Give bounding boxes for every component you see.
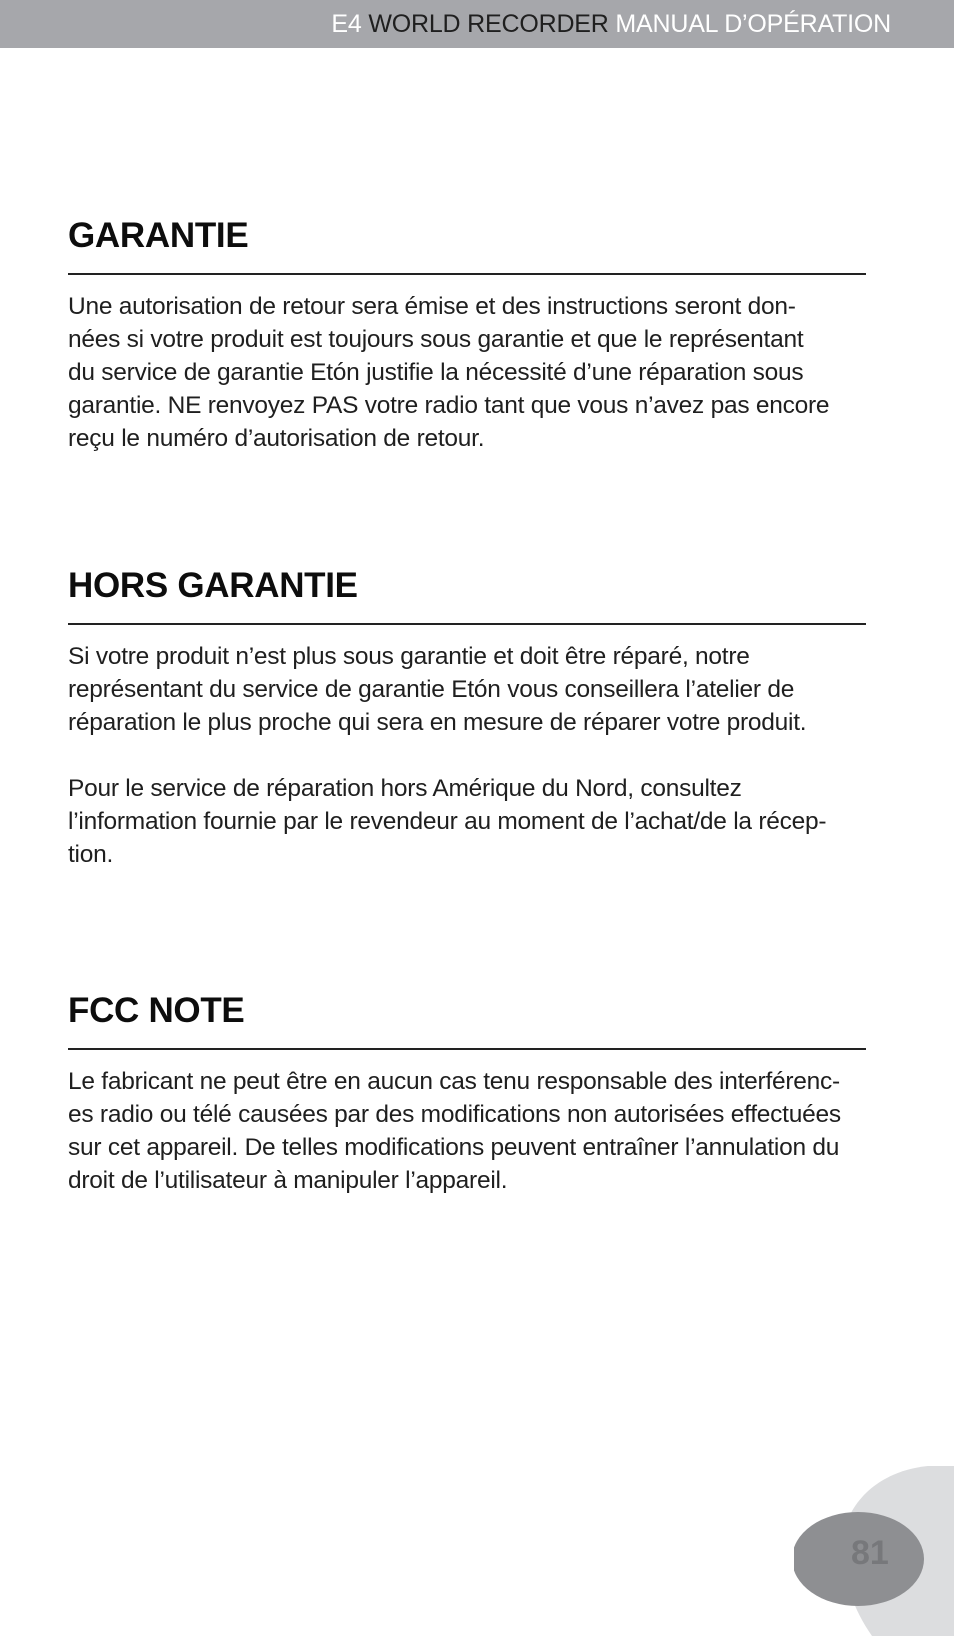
header-title: [331, 9, 891, 39]
section-title: FCC NOTE: [68, 991, 245, 1030]
section-paragraph: Une autorisation de retour sera émise et des instructions seront don- nées si votre produit est toujours sous garantie et que le représentant du service de garantie Etón justifie la nécessité d’une réparation sous garantie. NE renvoyez PAS votre radio tant que vous n’avez pas encore reçu le numéro d’autorisation de retour.: [68, 293, 830, 452]
section-title: HORS GARANTIE: [68, 566, 358, 605]
section-garantie: [68, 216, 866, 452]
section-paragraph: Le fabricant ne peut être en aucun cas tenu responsable des interférenc- es radio ou télé causées par des modifications non autorisées effectuées sur cet appareil. De telles modifications peuvent entraîner l’annulation du droit de l’utilisateur à manipuler l’appareil.: [68, 1068, 841, 1194]
section-fcc-note: [68, 991, 866, 1194]
header-product-name: WORLD RECORDER: [368, 10, 609, 38]
section-hors-garantie: [68, 566, 866, 868]
section-divider: [68, 623, 866, 625]
header-product: E4: [331, 10, 362, 38]
header-bar: [0, 0, 954, 48]
section-divider: [68, 273, 866, 275]
header-manual-label: MANUAL D’OPÉRATION: [615, 10, 891, 38]
section-paragraph: Pour le service de réparation hors Amérique du Nord, consultez l’information fournie par le revendeur au moment de l’achat/de la récep- tion.: [68, 775, 827, 868]
section-paragraph: Si votre produit n’est plus sous garantie et doit être réparé, notre représentant du service de garantie Etón vous conseillera l’atelier de réparation le plus proche qui sera en mesure de réparer votre produit.: [68, 643, 807, 736]
section-title: GARANTIE: [68, 216, 249, 255]
section-divider: [68, 1048, 866, 1050]
page-number: 81: [851, 1534, 889, 1572]
